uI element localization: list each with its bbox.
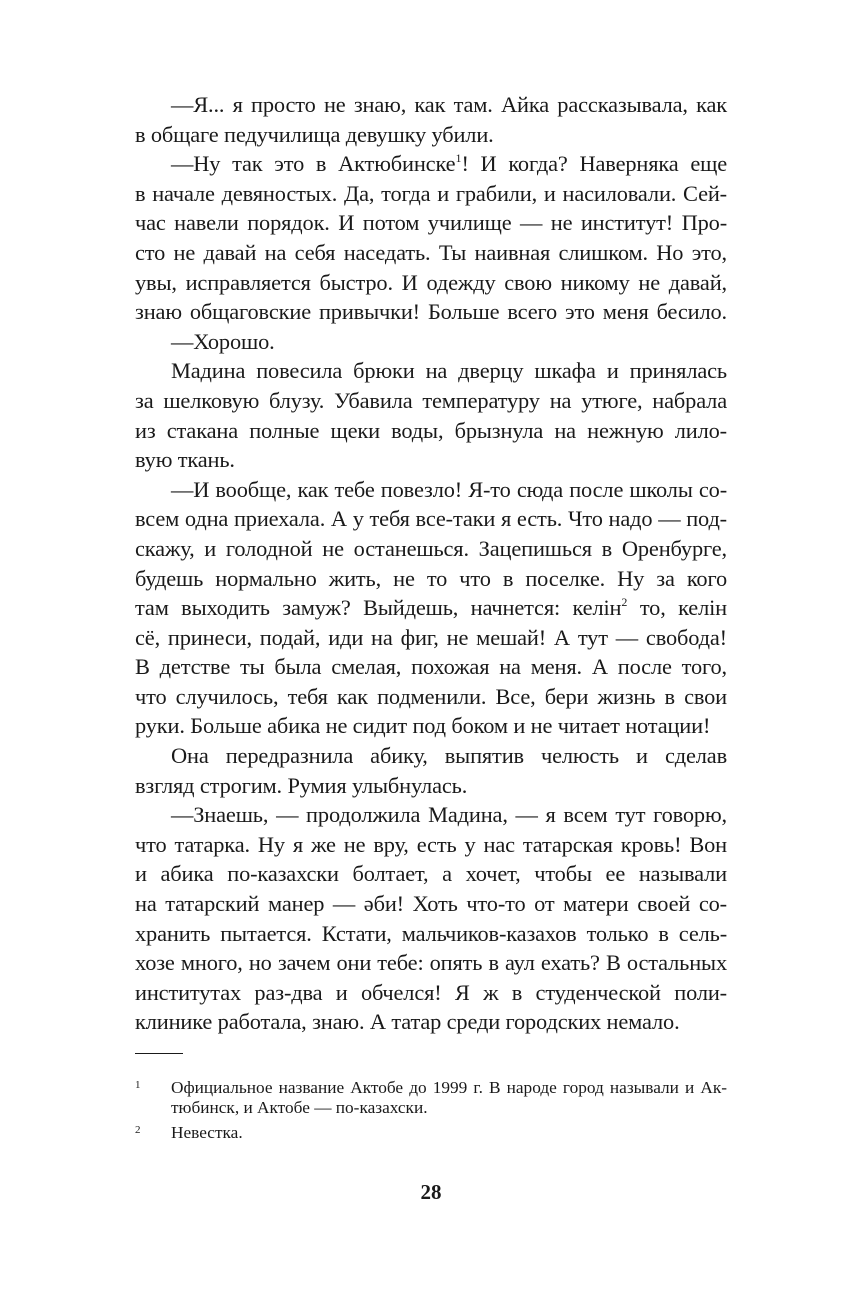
text-line — [135, 741, 727, 771]
text-line-content: за шелковую блузу. Убавила температуру на утюге, набрала — [135, 387, 727, 413]
footnote-1 — [135, 1078, 727, 1118]
footnote-line: Официальное название Актобе до 1999 г. В народе город называли и Ак- — [171, 1078, 727, 1097]
text-line-content: в общаге педучилища девушку убили. — [135, 121, 494, 147]
text-line — [135, 771, 727, 801]
text-line — [135, 564, 727, 594]
text-line — [135, 386, 727, 416]
text-line-content: —Я... я просто не знаю, как там. Айка рассказывала, как — [171, 92, 727, 117]
page-number: 28 — [420, 1180, 442, 1204]
text-line — [135, 208, 727, 238]
text-line-content: вую ткань. — [135, 447, 235, 473]
text-line-content: взгляд строгим. Румия улыбнулась. — [135, 772, 468, 798]
text-line-content: всем одна приехала. А у тебя все-таки я есть. Что надо — под- — [135, 506, 727, 532]
text-line — [135, 652, 727, 682]
text-line-content: будешь нормально жить, не то что в поселке. Ну за кого — [135, 565, 727, 591]
text-line — [135, 356, 727, 386]
text-line — [135, 120, 727, 150]
text-line-content: клинике работала, знаю. А татар среди городских немало. — [135, 1009, 680, 1035]
text-line-content: знаю общаговские привычки! Больше всего это меня бесило. — [135, 299, 727, 325]
text-line — [135, 445, 727, 475]
text-line — [135, 504, 727, 534]
text-line — [135, 416, 727, 446]
text-line — [135, 327, 727, 357]
footnote-line: Невестка. — [171, 1123, 243, 1142]
text-line-content: что случилось, тебя как подменили. Все, бери жизнь в свои — [135, 683, 727, 709]
footnote-reference: 1 — [455, 151, 462, 166]
footnote-number: 2 — [135, 1124, 141, 1136]
text-line-content: в начале девяностых. Да, тогда и грабили, и насиловали. Сей- — [135, 180, 727, 206]
text-line-content: Она передразнила абику, выпятив челюсть и сделав — [171, 743, 727, 769]
text-line-content: скажу, и голодной не останешься. Зацепишься в Оренбурге, — [135, 535, 727, 561]
text-line-content: —И вообще, как тебе повезло! Я-то сюда после школы со- — [171, 476, 727, 502]
text-line — [135, 593, 727, 623]
text-line — [135, 978, 727, 1008]
text-line-content: и абика по-казахски болтает, а хочет, чтобы ее называли — [135, 861, 727, 887]
text-line — [135, 919, 727, 949]
text-line-content: руки. Больше абика не сидит под боком и не читает нотации! — [135, 713, 711, 739]
footnote-2 — [135, 1123, 727, 1143]
text-line — [135, 711, 727, 741]
footnote-number: 1 — [135, 1079, 141, 1091]
text-line-content: увы, исправляется быстро. И одежду свою никому не давай, — [135, 269, 727, 295]
text-line — [135, 623, 727, 653]
text-line — [135, 830, 727, 860]
text-line — [135, 475, 727, 505]
text-line-content: В детстве ты была смелая, похожая на меня. А после того, — [135, 654, 727, 680]
text-line-content: —Знаешь, — продолжила Мадина, — я всем тут говорю, — [171, 802, 727, 828]
text-line — [135, 90, 727, 120]
text-line-content: на татарский манер — әби! Хоть что-то от матери своей со- — [135, 891, 727, 917]
text-line — [135, 238, 727, 268]
text-line — [135, 889, 727, 919]
footnote-line: тюбинск, и Актобе — по-казахски. — [171, 1098, 428, 1117]
text-line — [135, 534, 727, 564]
text-line-continuation: ! И когда? Наверняка еще — [461, 151, 728, 177]
text-line — [135, 149, 727, 179]
text-line-content: институтах раз-два и обчелся! Я ж в студенческой поли- — [135, 979, 727, 1005]
text-line-content: сё, принеси, подай, иди на фиг, не мешай! А тут — свобода! — [135, 624, 727, 650]
text-line — [135, 297, 727, 327]
text-line-content: час навели порядок. И потом училище — не институт! Про- — [135, 210, 727, 236]
footnote-reference: 2 — [621, 595, 628, 610]
text-line — [135, 268, 727, 298]
text-line — [135, 1007, 727, 1037]
text-line-content: —Хорошо. — [171, 328, 275, 354]
text-line-content: из стакана полные щеки воды, брызнула на нежную лило- — [135, 417, 727, 443]
body-text — [135, 90, 727, 1037]
text-line — [135, 859, 727, 889]
text-line-content: сто не давай на себя наседать. Ты наивная слишком. Но это, — [135, 239, 727, 265]
text-line-content: Мадина повесила брюки на дверцу шкафа и принялась — [171, 358, 727, 384]
footnote-rule — [135, 1053, 183, 1054]
text-line-content: хозе много, но зачем они тебе: опять в аул ехать? В остальных — [135, 950, 727, 976]
text-line — [135, 179, 727, 209]
text-line — [135, 682, 727, 712]
text-line-content: что татарка. Ну я же не вру, есть у нас татарская кровь! Вон — [135, 831, 727, 857]
text-line-content: хранить пытается. Кстати, мальчиков-казахов только в сель- — [135, 920, 727, 946]
text-line-continuation: то, келін — [627, 595, 727, 621]
text-line — [135, 948, 727, 978]
text-line — [135, 800, 727, 830]
text-line-content: там выходить замуж? Выйдешь, начнется: келін — [135, 595, 622, 621]
text-line-content: —Ну так это в Актюбинске — [171, 151, 456, 177]
